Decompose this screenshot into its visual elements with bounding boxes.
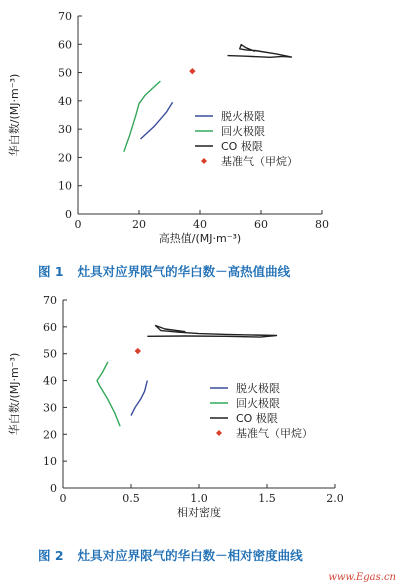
chart-1-x-tick-label: 80 — [315, 218, 329, 231]
chart-1-y-axis-label: 华白数/(MJ·m⁻³) — [8, 73, 21, 157]
watermark: www.Egas.cn — [328, 572, 396, 583]
chart-2-reference-point — [135, 348, 141, 354]
chart-1-series-line-3 — [228, 45, 292, 58]
chart-1-series-line-1 — [141, 102, 173, 139]
chart-1-x-tick-label: 20 — [132, 218, 146, 231]
figure-1-title: 灶具对应界限气的华白数－高热值曲线 — [77, 264, 291, 279]
chart-1-x-axis-label: 高热值/(MJ·m⁻³) — [158, 232, 242, 245]
chart-2-y-tick-label: 10 — [43, 455, 57, 469]
figure-2-number: 图 2 — [38, 548, 64, 563]
figure-2-title: 灶具对应界限气的华白数－相对密度曲线 — [77, 548, 303, 563]
chart-2-x-tick-label: 1.5 — [258, 492, 276, 505]
chart-2-x-tick-label: 0.5 — [122, 492, 140, 505]
chart-1-y-tick-label: 50 — [58, 66, 72, 80]
chart-1-y-tick-label: 10 — [58, 179, 72, 193]
chart-1-y-tick-label: 20 — [58, 151, 72, 165]
chart-1-y-tick-label: 60 — [58, 38, 72, 52]
chart-2-y-tick-label: 50 — [43, 347, 57, 361]
chart-1-reference-point — [189, 68, 195, 74]
chart-2-series-line-3 — [147, 326, 276, 338]
chart-2-y-tick-label: 40 — [43, 374, 57, 388]
chart-1-series-line-2 — [124, 81, 161, 152]
chart-1-y-tick-label: 70 — [58, 10, 72, 23]
figure-1-caption — [38, 262, 290, 280]
figure-2-caption — [38, 546, 303, 564]
chart-2-legend-label: CO 极限 — [236, 412, 278, 425]
chart-2-y-tick-label: 60 — [43, 320, 57, 334]
chart-2-x-axis-label: 相对密度 — [177, 506, 221, 519]
chart-1-legend-label: 回火极限 — [221, 125, 265, 138]
chart-1-legend-label: CO 极限 — [221, 140, 263, 153]
chart-2-x-tick-label: 2.0 — [326, 492, 344, 505]
chart-1-y-tick-label: 30 — [58, 123, 72, 137]
chart-2-y-tick-label: 70 — [43, 294, 57, 307]
chart-1-x-tick-label: 60 — [254, 218, 268, 231]
chart-1-legend-marker — [201, 158, 207, 164]
chart-2-y-tick-label: 30 — [43, 401, 57, 415]
chart-2-series-line-2 — [97, 362, 120, 426]
chart-2-x-tick-label: 1.0 — [190, 492, 208, 505]
chart-2-x-tick-label: 0 — [59, 492, 67, 505]
chart-1-x-tick-label: 0 — [74, 218, 82, 231]
chart-1-legend-label: 基准气（甲烷） — [221, 155, 298, 168]
chart-2-legend-marker — [216, 430, 222, 436]
chart-2-series-line-1 — [131, 381, 147, 416]
chart-2-legend-label: 回火极限 — [236, 397, 280, 410]
chart-2-y-tick-label: 0 — [50, 482, 57, 495]
chart-1-y-tick-label: 40 — [58, 94, 72, 108]
chart-1-y-tick-label: 0 — [65, 208, 72, 221]
chart-2-y-axis-label: 华白数/(MJ·m⁻³) — [8, 352, 21, 436]
chart-1-x-tick-label: 40 — [193, 218, 207, 231]
chart-2-legend-label: 脱火极限 — [236, 382, 280, 395]
chart-1-legend-label: 脱火极限 — [221, 110, 265, 123]
chart-2-legend-label: 基准气（甲烷） — [236, 427, 313, 440]
chart-2-y-tick-label: 20 — [43, 428, 57, 442]
figure-1-number: 图 1 — [38, 264, 64, 279]
